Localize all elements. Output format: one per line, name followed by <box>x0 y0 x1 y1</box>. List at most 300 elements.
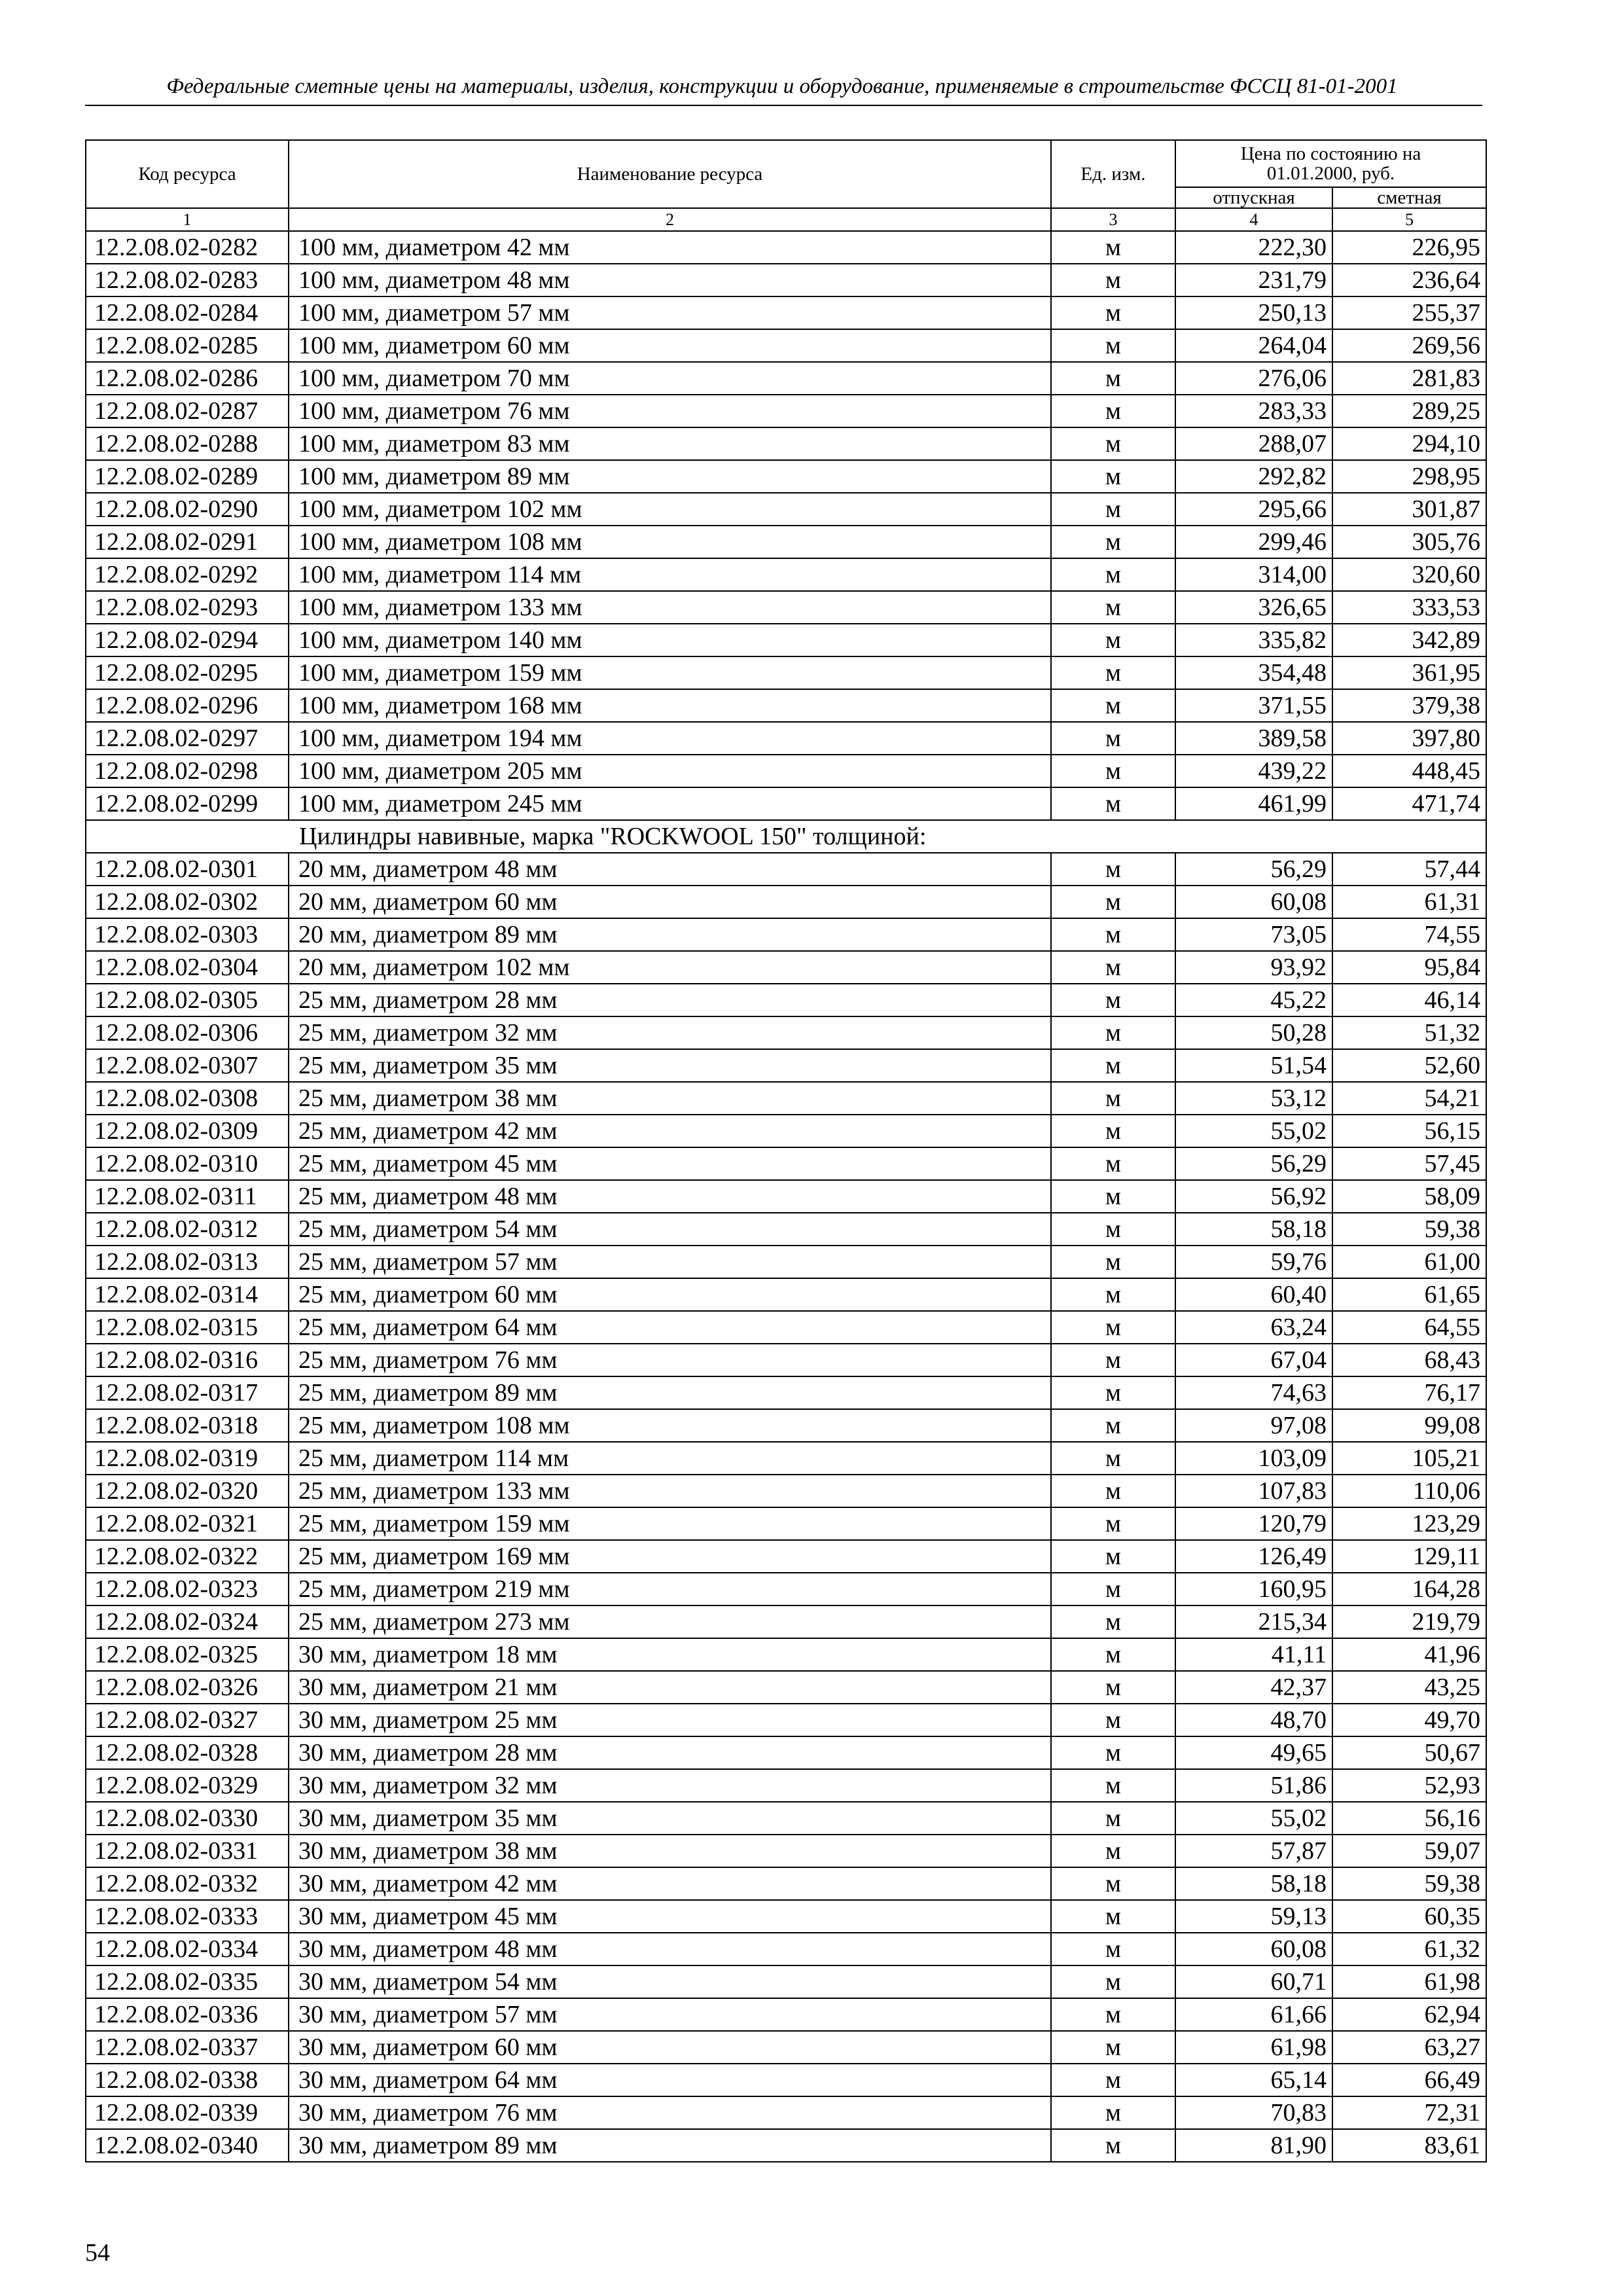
table-row <box>86 1213 1486 1246</box>
estimate-price: 61,31 <box>1332 886 1486 918</box>
column-number: 4 <box>1175 208 1332 231</box>
resource-name: 100 мм, диаметром 102 мм <box>289 493 1051 526</box>
resource-name: 100 мм, диаметром 133 мм <box>289 591 1051 624</box>
resource-name: 25 мм, диаметром 114 мм <box>289 1442 1051 1475</box>
unit-cell: м <box>1051 460 1175 493</box>
unit-cell: м <box>1051 1016 1175 1049</box>
estimate-price: 64,55 <box>1332 1311 1486 1344</box>
resource-name: 25 мм, диаметром 64 мм <box>289 1311 1051 1344</box>
resource-code: 12.2.08.02-0328 <box>86 1736 289 1769</box>
resource-name: 20 мм, диаметром 60 мм <box>289 886 1051 918</box>
resource-name: 30 мм, диаметром 60 мм <box>289 2031 1051 2064</box>
price-table <box>85 139 1487 2162</box>
resource-name: 100 мм, диаметром 159 мм <box>289 656 1051 689</box>
resource-name: 100 мм, диаметром 168 мм <box>289 689 1051 722</box>
estimate-price: 72,31 <box>1332 2096 1486 2129</box>
release-price: 45,22 <box>1175 984 1332 1016</box>
table-row <box>86 886 1486 918</box>
unit-cell: м <box>1051 1442 1175 1475</box>
unit-cell: м <box>1051 591 1175 624</box>
resource-name: 100 мм, диаметром 48 мм <box>289 264 1051 296</box>
release-price: 49,65 <box>1175 1736 1332 1769</box>
resource-name: 30 мм, диаметром 64 мм <box>289 2064 1051 2096</box>
resource-code: 12.2.08.02-0335 <box>86 1965 289 1998</box>
release-price: 335,82 <box>1175 624 1332 656</box>
resource-code: 12.2.08.02-0301 <box>86 853 289 886</box>
unit-cell: м <box>1051 1344 1175 1376</box>
unit-cell: м <box>1051 427 1175 460</box>
estimate-price: 57,45 <box>1332 1147 1486 1180</box>
table-row <box>86 1605 1486 1638</box>
estimate-price: 51,32 <box>1332 1016 1486 1049</box>
resource-code: 12.2.08.02-0286 <box>86 362 289 395</box>
estimate-price: 129,11 <box>1332 1540 1486 1573</box>
release-price: 48,70 <box>1175 1704 1332 1736</box>
table-row <box>86 2064 1486 2096</box>
resource-code: 12.2.08.02-0292 <box>86 558 289 591</box>
resource-code: 12.2.08.02-0284 <box>86 296 289 329</box>
resource-name: 25 мм, диаметром 54 мм <box>289 1213 1051 1246</box>
release-price: 63,24 <box>1175 1311 1332 1344</box>
resource-name: 25 мм, диаметром 48 мм <box>289 1180 1051 1213</box>
table-row <box>86 526 1486 558</box>
estimate-price: 95,84 <box>1332 951 1486 984</box>
estimate-price: 61,65 <box>1332 1278 1486 1311</box>
table-row <box>86 624 1486 656</box>
estimate-price: 123,29 <box>1332 1507 1486 1540</box>
resource-code: 12.2.08.02-0336 <box>86 1998 289 2031</box>
resource-name: 30 мм, диаметром 18 мм <box>289 1638 1051 1671</box>
column-number: 1 <box>86 208 289 231</box>
table-row <box>86 1475 1486 1507</box>
release-price: 53,12 <box>1175 1082 1332 1115</box>
estimate-price: 54,21 <box>1332 1082 1486 1115</box>
release-price: 231,79 <box>1175 264 1332 296</box>
release-price: 371,55 <box>1175 689 1332 722</box>
estimate-price: 305,76 <box>1332 526 1486 558</box>
table-row <box>86 689 1486 722</box>
estimate-price: 397,80 <box>1332 722 1486 755</box>
column-number: 3 <box>1051 208 1175 231</box>
resource-name: 25 мм, диаметром 169 мм <box>289 1540 1051 1573</box>
release-price: 74,63 <box>1175 1376 1332 1409</box>
unit-cell: м <box>1051 493 1175 526</box>
unit-cell: м <box>1051 1933 1175 1965</box>
resource-code: 12.2.08.02-0307 <box>86 1049 289 1082</box>
resource-name: 20 мм, диаметром 89 мм <box>289 918 1051 951</box>
unit-cell: м <box>1051 1115 1175 1147</box>
resource-code: 12.2.08.02-0332 <box>86 1867 289 1900</box>
resource-code: 12.2.08.02-0319 <box>86 1442 289 1475</box>
release-price: 51,86 <box>1175 1769 1332 1802</box>
resource-name: 30 мм, диаметром 38 мм <box>289 1835 1051 1867</box>
table-row <box>86 1311 1486 1344</box>
resource-name: 100 мм, диаметром 60 мм <box>289 329 1051 362</box>
release-price: 461,99 <box>1175 787 1332 820</box>
resource-name: 30 мм, диаметром 42 мм <box>289 1867 1051 1900</box>
unit-cell: м <box>1051 1704 1175 1736</box>
header-release-price: отпускная <box>1175 187 1332 208</box>
running-header: Федеральные сметные цены на материалы, изделия, конструкции и оборудование, применяемые в строительстве ФССЦ 81-01-2001 <box>166 75 1398 98</box>
release-price: 59,13 <box>1175 1900 1332 1933</box>
resource-code: 12.2.08.02-0297 <box>86 722 289 755</box>
release-price: 56,92 <box>1175 1180 1332 1213</box>
release-price: 283,33 <box>1175 395 1332 427</box>
resource-code: 12.2.08.02-0298 <box>86 755 289 787</box>
table-row <box>86 1246 1486 1278</box>
unit-cell: м <box>1051 2031 1175 2064</box>
resource-name: 25 мм, диаметром 28 мм <box>289 984 1051 1016</box>
header-code: Код ресурса <box>86 140 289 208</box>
resource-code: 12.2.08.02-0325 <box>86 1638 289 1671</box>
unit-cell: м <box>1051 2064 1175 2096</box>
table-row <box>86 1998 1486 2031</box>
estimate-price: 49,70 <box>1332 1704 1486 1736</box>
release-price: 60,08 <box>1175 886 1332 918</box>
unit-cell: м <box>1051 526 1175 558</box>
resource-name: 25 мм, диаметром 45 мм <box>289 1147 1051 1180</box>
resource-code: 12.2.08.02-0290 <box>86 493 289 526</box>
table-row <box>86 755 1486 787</box>
release-price: 215,34 <box>1175 1605 1332 1638</box>
unit-cell: м <box>1051 1147 1175 1180</box>
table-row <box>86 460 1486 493</box>
unit-cell: м <box>1051 853 1175 886</box>
resource-code: 12.2.08.02-0326 <box>86 1671 289 1704</box>
estimate-price: 361,95 <box>1332 656 1486 689</box>
release-price: 126,49 <box>1175 1540 1332 1573</box>
header-rule <box>85 105 1482 106</box>
resource-name: 25 мм, диаметром 273 мм <box>289 1605 1051 1638</box>
resource-code: 12.2.08.02-0327 <box>86 1704 289 1736</box>
unit-cell: м <box>1051 1540 1175 1573</box>
table-row <box>86 1573 1486 1605</box>
unit-cell: м <box>1051 951 1175 984</box>
unit-cell: м <box>1051 2096 1175 2129</box>
resource-name: 20 мм, диаметром 48 мм <box>289 853 1051 886</box>
estimate-price: 59,07 <box>1332 1835 1486 1867</box>
table-row <box>86 1409 1486 1442</box>
unit-cell: м <box>1051 1376 1175 1409</box>
unit-cell: м <box>1051 1769 1175 1802</box>
unit-cell: м <box>1051 1278 1175 1311</box>
unit-cell: м <box>1051 918 1175 951</box>
estimate-price: 269,56 <box>1332 329 1486 362</box>
unit-cell: м <box>1051 886 1175 918</box>
section-group <box>86 820 1486 853</box>
table-row <box>86 591 1486 624</box>
release-price: 50,28 <box>1175 1016 1332 1049</box>
unit-cell: м <box>1051 624 1175 656</box>
unit-cell: м <box>1051 296 1175 329</box>
header-unit: Ед. изм. <box>1051 140 1175 208</box>
table-row <box>86 362 1486 395</box>
resource-code: 12.2.08.02-0288 <box>86 427 289 460</box>
estimate-price: 60,35 <box>1332 1900 1486 1933</box>
release-price: 58,18 <box>1175 1867 1332 1900</box>
release-price: 276,06 <box>1175 362 1332 395</box>
unit-cell: м <box>1051 1213 1175 1246</box>
estimate-price: 56,16 <box>1332 1802 1486 1835</box>
release-price: 60,40 <box>1175 1278 1332 1311</box>
resource-code: 12.2.08.02-0299 <box>86 787 289 820</box>
resource-code: 12.2.08.02-0308 <box>86 1082 289 1115</box>
resource-name: 100 мм, диаметром 83 мм <box>289 427 1051 460</box>
estimate-price: 61,32 <box>1332 1933 1486 1965</box>
resource-code: 12.2.08.02-0287 <box>86 395 289 427</box>
unit-cell: м <box>1051 1835 1175 1867</box>
resource-name: 100 мм, диаметром 76 мм <box>289 395 1051 427</box>
unit-cell: м <box>1051 1082 1175 1115</box>
unit-cell: м <box>1051 329 1175 362</box>
estimate-price: 301,87 <box>1332 493 1486 526</box>
resource-name: 25 мм, диаметром 38 мм <box>289 1082 1051 1115</box>
estimate-price: 294,10 <box>1332 427 1486 460</box>
estimate-price: 342,89 <box>1332 624 1486 656</box>
release-price: 107,83 <box>1175 1475 1332 1507</box>
estimate-price: 110,06 <box>1332 1475 1486 1507</box>
table-row <box>86 1278 1486 1311</box>
estimate-price: 61,00 <box>1332 1246 1486 1278</box>
unit-cell: м <box>1051 231 1175 264</box>
resource-name: 30 мм, диаметром 57 мм <box>289 1998 1051 2031</box>
resource-code: 12.2.08.02-0293 <box>86 591 289 624</box>
header-name: Наименование ресурса <box>289 140 1051 208</box>
unit-cell: м <box>1051 656 1175 689</box>
resource-name: 30 мм, диаметром 48 мм <box>289 1933 1051 1965</box>
release-price: 288,07 <box>1175 427 1332 460</box>
unit-cell: м <box>1051 1573 1175 1605</box>
table-row <box>86 231 1486 264</box>
resource-code: 12.2.08.02-0339 <box>86 2096 289 2129</box>
resource-code: 12.2.08.02-0317 <box>86 1376 289 1409</box>
resource-code: 12.2.08.02-0304 <box>86 951 289 984</box>
estimate-price: 58,09 <box>1332 1180 1486 1213</box>
column-number: 2 <box>289 208 1051 231</box>
resource-code: 12.2.08.02-0329 <box>86 1769 289 1802</box>
table-row <box>86 1867 1486 1900</box>
release-price: 60,08 <box>1175 1933 1332 1965</box>
resource-code: 12.2.08.02-0310 <box>86 1147 289 1180</box>
table-row <box>86 296 1486 329</box>
resource-name: 25 мм, диаметром 32 мм <box>289 1016 1051 1049</box>
resource-name: 25 мм, диаметром 60 мм <box>289 1278 1051 1311</box>
unit-cell: м <box>1051 787 1175 820</box>
table-row <box>86 1900 1486 1933</box>
table-row <box>86 1049 1486 1082</box>
resource-code: 12.2.08.02-0282 <box>86 231 289 264</box>
unit-cell: м <box>1051 1180 1175 1213</box>
resource-name: 100 мм, диаметром 140 мм <box>289 624 1051 656</box>
release-price: 70,83 <box>1175 2096 1332 2129</box>
release-price: 56,29 <box>1175 853 1332 886</box>
table-row <box>86 722 1486 755</box>
release-price: 299,46 <box>1175 526 1332 558</box>
resource-code: 12.2.08.02-0333 <box>86 1900 289 1933</box>
table-row <box>86 493 1486 526</box>
release-price: 57,87 <box>1175 1835 1332 1867</box>
resource-code: 12.2.08.02-0294 <box>86 624 289 656</box>
resource-code: 12.2.08.02-0322 <box>86 1540 289 1573</box>
estimate-price: 289,25 <box>1332 395 1486 427</box>
header-estimate-price: сметная <box>1332 187 1486 208</box>
table-row <box>86 2031 1486 2064</box>
table-row <box>86 656 1486 689</box>
resource-name: 100 мм, диаметром 194 мм <box>289 722 1051 755</box>
estimate-price: 236,64 <box>1332 264 1486 296</box>
resource-code: 12.2.08.02-0311 <box>86 1180 289 1213</box>
resource-code: 12.2.08.02-0289 <box>86 460 289 493</box>
page-number: 54 <box>85 2239 110 2267</box>
unit-cell: м <box>1051 984 1175 1016</box>
resource-name: 100 мм, диаметром 89 мм <box>289 460 1051 493</box>
unit-cell: м <box>1051 1671 1175 1704</box>
estimate-price: 379,38 <box>1332 689 1486 722</box>
release-price: 67,04 <box>1175 1344 1332 1376</box>
resource-name: 25 мм, диаметром 57 мм <box>289 1246 1051 1278</box>
unit-cell: м <box>1051 558 1175 591</box>
resource-code: 12.2.08.02-0305 <box>86 984 289 1016</box>
unit-cell: м <box>1051 722 1175 755</box>
estimate-price: 66,49 <box>1332 2064 1486 2096</box>
table-row <box>86 1933 1486 1965</box>
unit-cell: м <box>1051 2129 1175 2162</box>
unit-cell: м <box>1051 264 1175 296</box>
estimate-price: 333,53 <box>1332 591 1486 624</box>
unit-cell: м <box>1051 689 1175 722</box>
resource-name: 30 мм, диаметром 25 мм <box>289 1704 1051 1736</box>
resource-name: 100 мм, диаметром 245 мм <box>289 787 1051 820</box>
resource-name: 30 мм, диаметром 28 мм <box>289 1736 1051 1769</box>
table-row <box>86 1802 1486 1835</box>
resource-code: 12.2.08.02-0324 <box>86 1605 289 1638</box>
release-price: 250,13 <box>1175 296 1332 329</box>
estimate-price: 56,15 <box>1332 1115 1486 1147</box>
release-price: 59,76 <box>1175 1246 1332 1278</box>
table-row <box>86 1671 1486 1704</box>
unit-cell: м <box>1051 1507 1175 1540</box>
table-row <box>86 1082 1486 1115</box>
estimate-price: 50,67 <box>1332 1736 1486 1769</box>
estimate-price: 219,79 <box>1332 1605 1486 1638</box>
table-row <box>86 1769 1486 1802</box>
unit-cell: м <box>1051 1965 1175 1998</box>
unit-cell: м <box>1051 1605 1175 1638</box>
resource-code: 12.2.08.02-0337 <box>86 2031 289 2064</box>
release-price: 61,98 <box>1175 2031 1332 2064</box>
estimate-price: 255,37 <box>1332 296 1486 329</box>
resource-code: 12.2.08.02-0302 <box>86 886 289 918</box>
release-price: 93,92 <box>1175 951 1332 984</box>
resource-name: 25 мм, диаметром 219 мм <box>289 1573 1051 1605</box>
resource-name: 25 мм, диаметром 35 мм <box>289 1049 1051 1082</box>
estimate-price: 43,25 <box>1332 1671 1486 1704</box>
release-price: 97,08 <box>1175 1409 1332 1442</box>
estimate-price: 99,08 <box>1332 1409 1486 1442</box>
release-price: 73,05 <box>1175 918 1332 951</box>
section-row <box>86 820 1486 853</box>
release-price: 389,58 <box>1175 722 1332 755</box>
table-row <box>86 427 1486 460</box>
estimate-price: 164,28 <box>1332 1573 1486 1605</box>
resource-code: 12.2.08.02-0320 <box>86 1475 289 1507</box>
resource-name: 25 мм, диаметром 133 мм <box>289 1475 1051 1507</box>
resource-name: 30 мм, диаметром 35 мм <box>289 1802 1051 1835</box>
release-price: 65,14 <box>1175 2064 1332 2096</box>
table-row <box>86 2129 1486 2162</box>
estimate-price: 105,21 <box>1332 1442 1486 1475</box>
table-row <box>86 558 1486 591</box>
table-row <box>86 264 1486 296</box>
resource-name: 100 мм, диаметром 108 мм <box>289 526 1051 558</box>
release-price: 61,66 <box>1175 1998 1332 2031</box>
estimate-price: 74,55 <box>1332 918 1486 951</box>
resource-name: 100 мм, диаметром 114 мм <box>289 558 1051 591</box>
resource-code: 12.2.08.02-0295 <box>86 656 289 689</box>
resource-name: 30 мм, диаметром 76 мм <box>289 2096 1051 2129</box>
unit-cell: м <box>1051 1638 1175 1671</box>
release-price: 354,48 <box>1175 656 1332 689</box>
resource-code: 12.2.08.02-0285 <box>86 329 289 362</box>
resource-code: 12.2.08.02-0312 <box>86 1213 289 1246</box>
release-price: 58,18 <box>1175 1213 1332 1246</box>
estimate-price: 76,17 <box>1332 1376 1486 1409</box>
column-number-row <box>86 208 1486 231</box>
release-price: 103,09 <box>1175 1442 1332 1475</box>
resource-name: 100 мм, диаметром 70 мм <box>289 362 1051 395</box>
resource-code: 12.2.08.02-0306 <box>86 1016 289 1049</box>
resource-name: 30 мм, диаметром 45 мм <box>289 1900 1051 1933</box>
rows-after-section <box>86 853 1486 2162</box>
unit-cell: м <box>1051 755 1175 787</box>
resource-name: 100 мм, диаметром 205 мм <box>289 755 1051 787</box>
resource-code: 12.2.08.02-0340 <box>86 2129 289 2162</box>
table-row <box>86 1540 1486 1573</box>
unit-cell: м <box>1051 1900 1175 1933</box>
resource-name: 30 мм, диаметром 89 мм <box>289 2129 1051 2162</box>
resource-name: 30 мм, диаметром 32 мм <box>289 1769 1051 1802</box>
table-row <box>86 1115 1486 1147</box>
release-price: 160,95 <box>1175 1573 1332 1605</box>
resource-code: 12.2.08.02-0314 <box>86 1278 289 1311</box>
estimate-price: 52,60 <box>1332 1049 1486 1082</box>
release-price: 56,29 <box>1175 1147 1332 1180</box>
resource-name: 30 мм, диаметром 54 мм <box>289 1965 1051 1998</box>
release-price: 292,82 <box>1175 460 1332 493</box>
resource-code: 12.2.08.02-0313 <box>86 1246 289 1278</box>
table-row <box>86 1147 1486 1180</box>
table-row <box>86 1376 1486 1409</box>
resource-name: 25 мм, диаметром 108 мм <box>289 1409 1051 1442</box>
table-row <box>86 1180 1486 1213</box>
resource-code: 12.2.08.02-0291 <box>86 526 289 558</box>
estimate-price: 298,95 <box>1332 460 1486 493</box>
rows-before-section <box>86 231 1486 820</box>
unit-cell: м <box>1051 362 1175 395</box>
resource-name: 25 мм, диаметром 42 мм <box>289 1115 1051 1147</box>
release-price: 264,04 <box>1175 329 1332 362</box>
table-row <box>86 1016 1486 1049</box>
resource-code: 12.2.08.02-0309 <box>86 1115 289 1147</box>
resource-name: 30 мм, диаметром 21 мм <box>289 1671 1051 1704</box>
estimate-price: 68,43 <box>1332 1344 1486 1376</box>
estimate-price: 52,93 <box>1332 1769 1486 1802</box>
resource-code: 12.2.08.02-0323 <box>86 1573 289 1605</box>
release-price: 51,54 <box>1175 1049 1332 1082</box>
estimate-price: 59,38 <box>1332 1867 1486 1900</box>
resource-name: 20 мм, диаметром 102 мм <box>289 951 1051 984</box>
estimate-price: 471,74 <box>1332 787 1486 820</box>
